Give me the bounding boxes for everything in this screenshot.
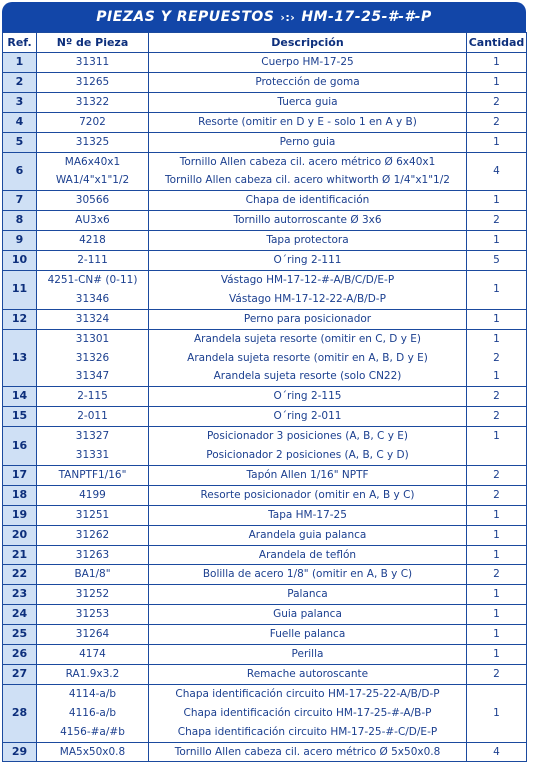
parts-table — [2, 32, 527, 762]
column-header-description: Descripción — [149, 33, 467, 53]
description-text: Palanca — [287, 588, 328, 601]
quantity-cell — [467, 251, 527, 271]
quantity-cell — [467, 465, 527, 485]
piece-number-cell — [37, 112, 149, 132]
column-header-ref: Ref. — [3, 33, 37, 53]
piece-number: 31253 — [75, 608, 110, 621]
table-row — [3, 525, 527, 545]
piece-number: AU3x6 — [75, 214, 110, 227]
piece-number: 31324 — [75, 312, 110, 325]
quantity-value: 4 — [493, 164, 500, 177]
table-header-row — [3, 33, 527, 53]
quantity-value: 2 — [493, 214, 500, 227]
description-text: Tapa HM-17-25 — [268, 508, 347, 521]
piece-number: 31331 — [75, 449, 110, 461]
description-text: Chapa identificación circuito HM-17-25-22-A/B/D-P — [175, 687, 440, 700]
table-row — [3, 231, 527, 251]
table-row — [3, 309, 527, 329]
piece-number-cell — [37, 407, 149, 427]
quantity-value: 1 — [493, 370, 500, 383]
piece-number: 2-111 — [77, 254, 108, 267]
ref-cell: 6 — [3, 152, 37, 191]
quantity-cell — [467, 684, 527, 742]
piece-number-cell — [37, 309, 149, 329]
quantity-value: 2 — [493, 410, 500, 423]
piece-number: 31325 — [75, 135, 110, 148]
description-text: O´ring 2-111 — [273, 254, 342, 267]
quantity-cell — [467, 565, 527, 585]
description-cell — [149, 505, 467, 525]
table-row — [3, 270, 527, 309]
piece-number: BA1/8" — [74, 568, 111, 581]
description-text: O´ring 2-115 — [273, 390, 342, 403]
ref-cell: 5 — [3, 132, 37, 152]
ref-cell: 18 — [3, 485, 37, 505]
quantity-cell — [467, 485, 527, 505]
description-text: Tornillo Allen cabeza cil. acero whitworth Ø 1/4"x1"1/2 — [165, 174, 450, 187]
table-row — [3, 485, 527, 505]
piece-number-cell — [37, 684, 149, 742]
piece-number: MA5x50x0.8 — [59, 745, 126, 758]
quantity-cell — [467, 72, 527, 92]
description-text: Perno guia — [279, 135, 336, 148]
quantity-value: 1 — [493, 508, 500, 521]
piece-number: 31322 — [75, 95, 110, 108]
table-row — [3, 191, 527, 211]
quantity-cell — [467, 211, 527, 231]
description-text: Guia palanca — [273, 608, 342, 621]
quantity-value: 1 — [493, 56, 500, 68]
table-row — [3, 152, 527, 191]
quantity-value: 5 — [493, 254, 500, 267]
description-text: Arandela de teflón — [258, 548, 357, 561]
description-text: Vástago HM-17-12-#-A/B/C/D/E-P — [220, 273, 395, 286]
title-left: PIEZAS Y REPUESTOS — [96, 9, 275, 25]
ref-cell: 12 — [3, 309, 37, 329]
piece-number: 4116-a/b — [68, 706, 117, 719]
ref-cell: 25 — [3, 625, 37, 645]
table-row — [3, 329, 527, 387]
description-cell — [149, 112, 467, 132]
description-text: Fuelle palanca — [269, 628, 346, 641]
piece-number-cell — [37, 251, 149, 271]
description-text: Tuerca guia — [277, 95, 338, 108]
table-row — [3, 684, 527, 742]
ref-cell: 10 — [3, 251, 37, 271]
title-right: HM-17-25-#-#-P — [301, 9, 432, 25]
description-text: Resorte (omitir en D y E - solo 1 en A y B) — [198, 115, 417, 128]
piece-number: 31252 — [75, 588, 110, 601]
description-cell — [149, 625, 467, 645]
quantity-cell — [467, 505, 527, 525]
quantity-value: 1 — [493, 648, 500, 661]
table-row — [3, 565, 527, 585]
table-row — [3, 505, 527, 525]
piece-number: 31346 — [75, 292, 110, 305]
quantity-value: 2 — [493, 488, 500, 501]
quantity-cell — [467, 309, 527, 329]
piece-number-cell — [37, 625, 149, 645]
quantity-cell — [467, 231, 527, 251]
column-header-piece: Nº de Pieza — [37, 33, 149, 53]
piece-number: 2-115 — [77, 390, 108, 403]
quantity-cell — [467, 742, 527, 762]
ref-cell: 4 — [3, 112, 37, 132]
piece-number: 2-011 — [77, 410, 108, 423]
table-row — [3, 545, 527, 565]
parts-table-body — [3, 53, 527, 762]
quantity-value: 1 — [493, 234, 500, 247]
quantity-cell — [467, 270, 527, 309]
description-cell — [149, 684, 467, 742]
description-text: O´ring 2-011 — [273, 410, 342, 423]
ref-cell: 17 — [3, 465, 37, 485]
description-text: Perno para posicionador — [243, 312, 372, 325]
quantity-value: 1 — [493, 283, 500, 296]
description-cell — [149, 585, 467, 605]
piece-number: 31326 — [75, 351, 110, 364]
quantity-value: 2 — [493, 468, 500, 481]
description-cell — [149, 231, 467, 251]
description-text: Tapa protectora — [266, 234, 349, 247]
description-cell — [149, 152, 467, 191]
quantity-value: 1 — [493, 135, 500, 148]
piece-number: 7202 — [79, 115, 106, 128]
ref-cell: 15 — [3, 407, 37, 427]
piece-number-cell — [37, 387, 149, 407]
piece-number: 31251 — [75, 508, 110, 521]
description-cell — [149, 309, 467, 329]
ref-cell: 19 — [3, 505, 37, 525]
description-text: Remache autoroscante — [246, 667, 369, 680]
piece-number-cell — [37, 72, 149, 92]
quantity-value: 1 — [493, 588, 500, 601]
table-row — [3, 664, 527, 684]
piece-number: 31264 — [75, 628, 110, 641]
table-row — [3, 112, 527, 132]
quantity-cell — [467, 53, 527, 73]
quantity-value: 1 — [493, 430, 500, 443]
piece-number: TANPTF1/16" — [58, 468, 127, 481]
piece-number-cell — [37, 664, 149, 684]
ref-cell: 13 — [3, 329, 37, 387]
quantity-value: 2 — [493, 115, 500, 128]
quantity-cell — [467, 664, 527, 684]
piece-number-cell — [37, 485, 149, 505]
quantity-cell — [467, 407, 527, 427]
ref-cell: 27 — [3, 664, 37, 684]
ref-cell: 1 — [3, 53, 37, 73]
description-text: Arandela guia palanca — [248, 528, 367, 541]
quantity-cell — [467, 191, 527, 211]
table-row — [3, 132, 527, 152]
piece-number-cell — [37, 270, 149, 309]
table-row — [3, 605, 527, 625]
quantity-cell — [467, 132, 527, 152]
quantity-value: 2 — [493, 667, 500, 680]
table-row — [3, 645, 527, 665]
quantity-value: 1 — [493, 312, 500, 325]
description-cell — [149, 664, 467, 684]
description-cell — [149, 329, 467, 387]
piece-number-cell — [37, 92, 149, 112]
description-cell — [149, 72, 467, 92]
quantity-cell — [467, 92, 527, 112]
piece-number: RA1.9x3.2 — [65, 667, 120, 680]
quantity-cell — [467, 625, 527, 645]
table-row — [3, 465, 527, 485]
table-row — [3, 427, 527, 466]
description-cell — [149, 742, 467, 762]
description-cell — [149, 270, 467, 309]
piece-number-cell — [37, 191, 149, 211]
ref-cell: 21 — [3, 545, 37, 565]
piece-number-cell — [37, 585, 149, 605]
quantity-cell — [467, 329, 527, 387]
piece-number: 31265 — [75, 75, 110, 88]
description-cell — [149, 211, 467, 231]
piece-number: MA6x40x1 — [64, 155, 121, 168]
piece-number-cell — [37, 465, 149, 485]
description-cell — [149, 427, 467, 466]
quantity-value: 1 — [493, 194, 500, 207]
description-cell — [149, 251, 467, 271]
piece-number: 4114-a/b — [68, 687, 117, 700]
column-header-quantity: Cantidad — [467, 33, 527, 53]
piece-number: 30566 — [75, 194, 110, 207]
description-cell — [149, 191, 467, 211]
description-text: Bolilla de acero 1/8" (omitir en A, B y C) — [202, 568, 413, 581]
description-cell — [149, 525, 467, 545]
piece-number-cell — [37, 132, 149, 152]
description-text: Tapón Allen 1/16" NPTF — [246, 468, 369, 481]
piece-number-cell — [37, 53, 149, 73]
piece-number-cell — [37, 427, 149, 466]
quantity-cell — [467, 545, 527, 565]
table-row — [3, 72, 527, 92]
description-text: Arandela sujeta resorte (omitir en A, B, D y E) — [187, 351, 428, 364]
piece-number: 4218 — [79, 234, 106, 247]
quantity-cell — [467, 152, 527, 191]
ref-cell: 2 — [3, 72, 37, 92]
piece-number-cell — [37, 152, 149, 191]
description-cell — [149, 605, 467, 625]
quantity-cell — [467, 605, 527, 625]
ref-cell: 8 — [3, 211, 37, 231]
piece-number: 31347 — [75, 370, 110, 383]
description-cell — [149, 545, 467, 565]
table-row — [3, 585, 527, 605]
piece-number-cell — [37, 645, 149, 665]
ref-cell: 14 — [3, 387, 37, 407]
description-cell — [149, 565, 467, 585]
description-text: Posicionador 2 posiciones (A, B, C y D) — [206, 449, 409, 461]
description-text: Resorte posicionador (omitir en A, B y C) — [200, 488, 415, 501]
quantity-value: 1 — [493, 548, 500, 561]
ref-cell: 9 — [3, 231, 37, 251]
ref-cell: 28 — [3, 684, 37, 742]
quantity-value: 1 — [493, 528, 500, 541]
quantity-value: 1 — [493, 628, 500, 641]
quantity-value: 1 — [493, 332, 500, 345]
description-cell — [149, 485, 467, 505]
description-cell — [149, 53, 467, 73]
description-text: Tornillo autorroscante Ø 3x6 — [233, 214, 382, 227]
quantity-value: 1 — [493, 608, 500, 621]
description-text: Chapa identificación circuito HM-17-25-#-A/B-P — [183, 706, 432, 719]
table-row — [3, 407, 527, 427]
ref-cell: 16 — [3, 427, 37, 466]
piece-number-cell — [37, 605, 149, 625]
description-cell — [149, 465, 467, 485]
table-row — [3, 625, 527, 645]
title-banner — [2, 2, 526, 32]
description-text: Chapa identificación circuito HM-17-25-#-C/D/E-P — [177, 725, 438, 738]
piece-number: 4251-CN# (0-11) — [47, 273, 138, 286]
piece-number-cell — [37, 211, 149, 231]
description-text: Perilla — [291, 648, 324, 661]
piece-number: 31327 — [75, 430, 110, 443]
piece-number-cell — [37, 525, 149, 545]
description-cell — [149, 132, 467, 152]
piece-number-cell — [37, 505, 149, 525]
table-row — [3, 387, 527, 407]
quantity-value: 2 — [493, 351, 500, 364]
description-text: Vástago HM-17-12-22-A/B/D-P — [229, 292, 386, 305]
piece-number: WA1/4"x1"1/2 — [55, 174, 130, 187]
ref-cell: 23 — [3, 585, 37, 605]
piece-number: 4174 — [79, 648, 106, 661]
piece-number-cell — [37, 329, 149, 387]
ref-cell: 26 — [3, 645, 37, 665]
quantity-cell — [467, 112, 527, 132]
piece-number-cell — [37, 231, 149, 251]
ref-cell: 29 — [3, 742, 37, 762]
quantity-cell — [467, 387, 527, 407]
description-cell — [149, 92, 467, 112]
quantity-cell — [467, 585, 527, 605]
quantity-value: 2 — [493, 390, 500, 403]
ref-cell: 11 — [3, 270, 37, 309]
quantity-value: 2 — [493, 95, 500, 108]
quantity-value: 1 — [493, 75, 500, 88]
description-text: Cuerpo HM-17-25 — [261, 56, 354, 68]
piece-number: 4199 — [79, 488, 106, 501]
separator-icon: ›:› — [280, 10, 296, 24]
piece-number-cell — [37, 565, 149, 585]
table-row — [3, 742, 527, 762]
piece-number: 31311 — [75, 56, 110, 68]
piece-number: 31301 — [75, 332, 110, 345]
description-text: Protección de goma — [255, 75, 360, 88]
table-row — [3, 92, 527, 112]
description-cell — [149, 387, 467, 407]
piece-number: 4156-#a/#b — [60, 725, 125, 738]
ref-cell: 7 — [3, 191, 37, 211]
ref-cell: 22 — [3, 565, 37, 585]
piece-number-cell — [37, 545, 149, 565]
piece-number: 31262 — [75, 528, 110, 541]
table-row — [3, 251, 527, 271]
quantity-value: 1 — [493, 706, 500, 719]
piece-number: 31263 — [75, 548, 110, 561]
ref-cell: 20 — [3, 525, 37, 545]
description-text: Arandela sujeta resorte (omitir en C, D y E) — [194, 332, 421, 345]
ref-cell: 3 — [3, 92, 37, 112]
quantity-value: 2 — [493, 568, 500, 581]
piece-number-cell — [37, 742, 149, 762]
quantity-cell — [467, 525, 527, 545]
description-cell — [149, 407, 467, 427]
table-row — [3, 211, 527, 231]
ref-cell: 24 — [3, 605, 37, 625]
description-cell — [149, 645, 467, 665]
quantity-cell — [467, 427, 527, 466]
parts-sheet — [2, 2, 526, 762]
description-text: Chapa de identificación — [245, 194, 370, 207]
description-text: Posicionador 3 posiciones (A, B, C y E) — [206, 430, 409, 443]
description-text: Tornillo Allen cabeza cil. acero métrico Ø 5x50x0.8 — [174, 745, 441, 758]
description-text: Arandela sujeta resorte (solo CN22) — [213, 370, 402, 383]
quantity-value: 4 — [493, 745, 500, 758]
table-row — [3, 53, 527, 73]
description-text: Tornillo Allen cabeza cil. acero métrico Ø 6x40x1 — [179, 155, 436, 168]
quantity-cell — [467, 645, 527, 665]
